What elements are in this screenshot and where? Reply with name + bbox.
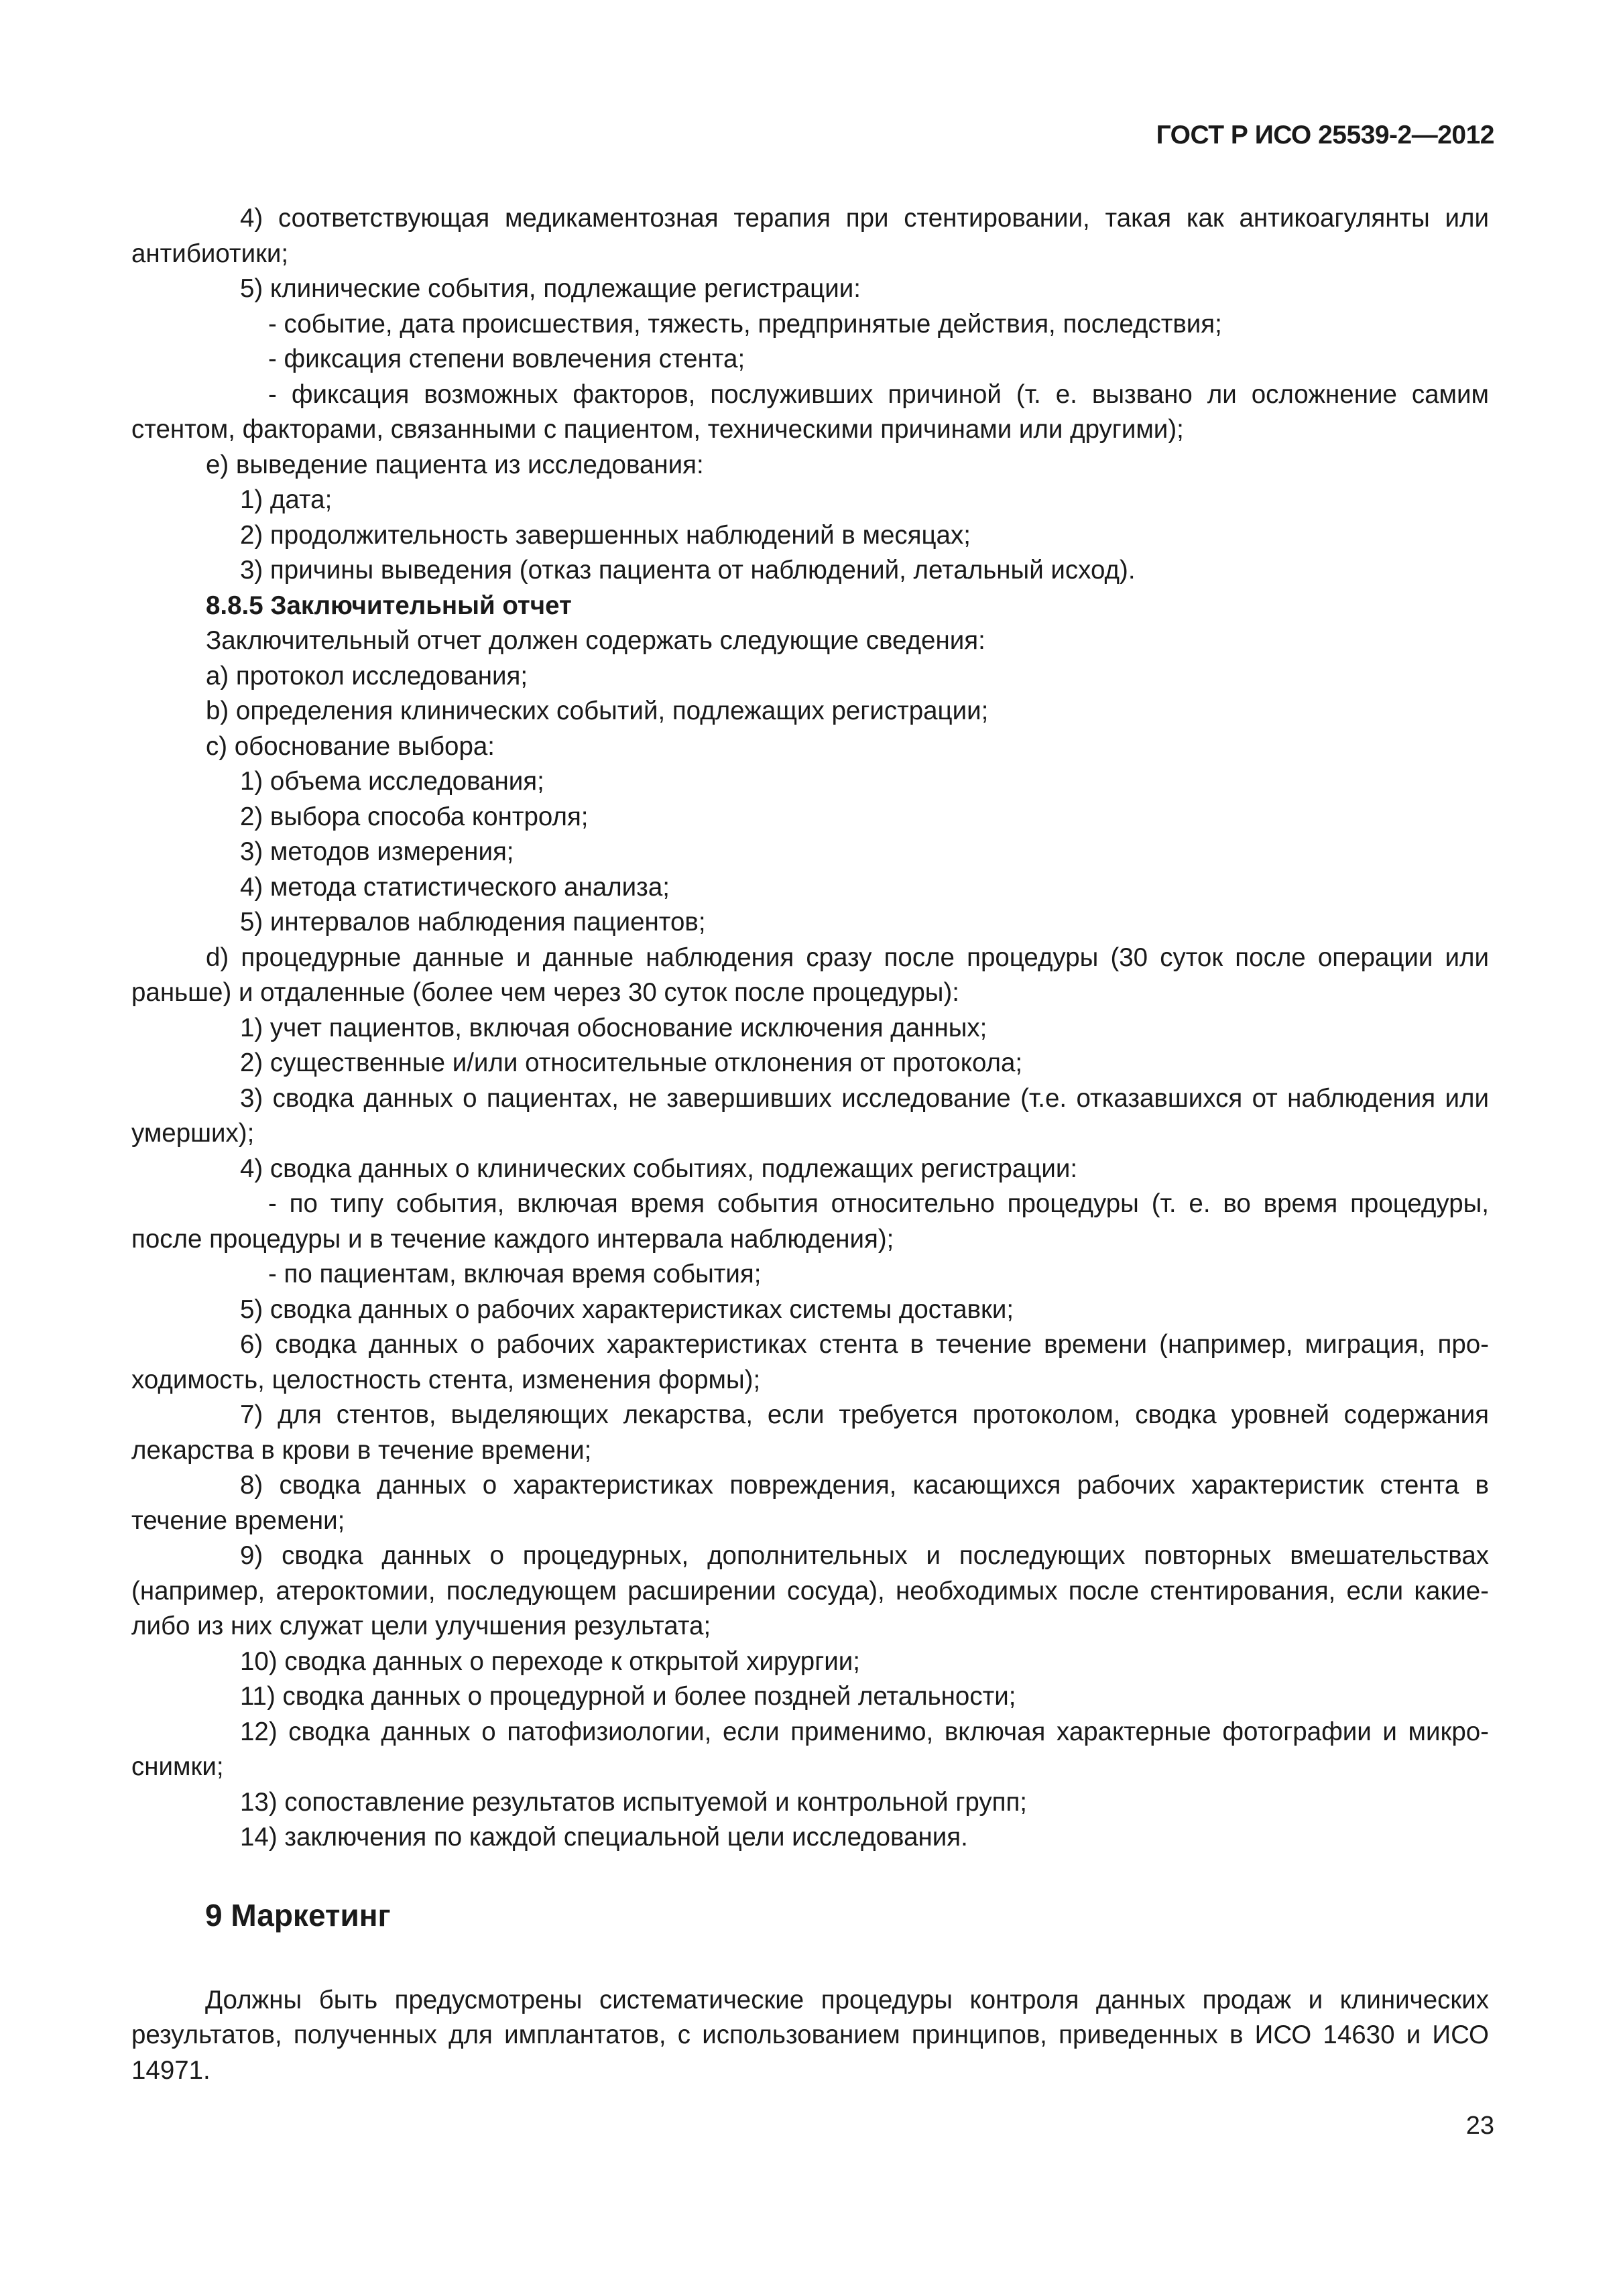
- list-item: 9) сводка данных о процедурных, дополнительных и последующих повторных вмешательствах (например, атероктомии, последующем расширении сосуда), необходимых после стентирования, если какие-либо из них служат цели улучшения результата;: [131, 1541, 1489, 1640]
- list-item: 3) причины выведения (отказ пациента от наблюдений, летальный исход).: [240, 556, 1136, 585]
- list-item: 2) выбора способа контроля;: [240, 802, 589, 831]
- document-id-header: ГОСТ Р ИСО 25539-2—2012: [1156, 121, 1494, 149]
- list-item: 1) дата;: [240, 485, 333, 514]
- list-item: е) выведение пациента из исследования:: [206, 450, 704, 479]
- list-item: 5) сводка данных о рабочих характеристиках системы доставки;: [240, 1294, 1014, 1324]
- list-item: 4) соответствующая медикаментозная терапия при стентировании, такая как антикоагулянты или антибиотики;: [131, 204, 1489, 268]
- list-item: b) определения клинических событий, подлежащих регистрации;: [206, 697, 989, 725]
- list-item: - по типу события, включая время события относительно процедуры (т. е. во время процедуры, после процедуры и в течение каждого интервала наблюдения);: [131, 1189, 1489, 1254]
- list-item: d) процедурные данные и данные наблюдения сразу после процедуры (30 суток после операции или раньше) и отдаленные (более чем через 30 суток после процедуры):: [131, 943, 1489, 1007]
- paragraph: Должны быть предусмотрены систематические процедуры контроля данных продаж и клинических результатов, полученных для имплантатов, с использованием принципов, приведенных в ИСО 14630 и ИСО 14971.: [131, 1985, 1489, 2085]
- paragraph: Заключительный отчет должен содержать следующие сведения:: [206, 626, 985, 655]
- list-item: 12) сводка данных о патофизиологии, если применимо, включая характерные фотографии и микро-снимки;: [131, 1717, 1489, 1781]
- list-item: 5) интервалов наблюдения пациентов;: [240, 908, 706, 936]
- list-item: 2) существенные и/или относительные отклонения от протокола;: [240, 1048, 1023, 1077]
- list-item: 10) сводка данных о переходе к открытой хирургии;: [240, 1646, 860, 1676]
- document-body: [131, 201, 1489, 2088]
- section-heading: 9 Маркетинг: [205, 1897, 391, 1933]
- page-number: 23: [1465, 2112, 1494, 2140]
- subsection-heading: 8.8.5 Заключительный отчет: [206, 591, 572, 620]
- list-item: с) обоснование выбора:: [206, 731, 495, 761]
- list-item: - фиксация возможных факторов, послуживших причиной (т. е. вызвано ли осложнение самим стентом, факторами, связанными с пациентом, техническими причинами или другими);: [131, 379, 1489, 444]
- list-item: 5) клинические события, подлежащие регистрации:: [240, 274, 861, 303]
- list-item: 4) метода статистического анализа;: [240, 872, 670, 902]
- list-item: 7) для стентов, выделяющих лекарства, если требуется протоколом, сводка уровней содержания лекарства в крови в течение времени;: [131, 1400, 1489, 1465]
- list-item: 1) объема исследования;: [240, 767, 544, 796]
- list-item: - по пациентам, включая время события;: [268, 1260, 762, 1288]
- list-item: 8) сводка данных о характеристиках повреждения, касающихся рабочих характеристик стента в течение времени;: [131, 1471, 1489, 1535]
- list-item: 3) методов измерения;: [240, 837, 514, 866]
- list-item: 4) сводка данных о клинических событиях, подлежащих регистрации:: [240, 1154, 1078, 1183]
- list-item: 13) сопоставление результатов испытуемой и контрольной групп;: [240, 1787, 1028, 1817]
- list-item: 11) сводка данных о процедурной и более поздней летальности;: [240, 1682, 1016, 1711]
- list-item: 1) учет пациентов, включая обоснование исключения данных;: [240, 1013, 987, 1042]
- list-item: - событие, дата происшествия, тяжесть, предпринятые действия, последствия;: [268, 309, 1222, 339]
- list-item: а) протокол исследования;: [206, 661, 528, 690]
- list-item: - фиксация степени вовлечения стента;: [268, 345, 745, 373]
- list-item: 6) сводка данных о рабочих характеристиках стента в течение времени (например, миграция, про-ходимость, целостность стента, изменения формы);: [131, 1330, 1489, 1394]
- list-item: 14) заключения по каждой специальной цели исследования.: [240, 1823, 968, 1852]
- list-item: 3) сводка данных о пациентах, не завершивших исследование (т.е. отказавшихся от наблюдения или умерших);: [131, 1083, 1489, 1148]
- list-item: 2) продолжительность завершенных наблюдений в месяцах;: [240, 520, 971, 550]
